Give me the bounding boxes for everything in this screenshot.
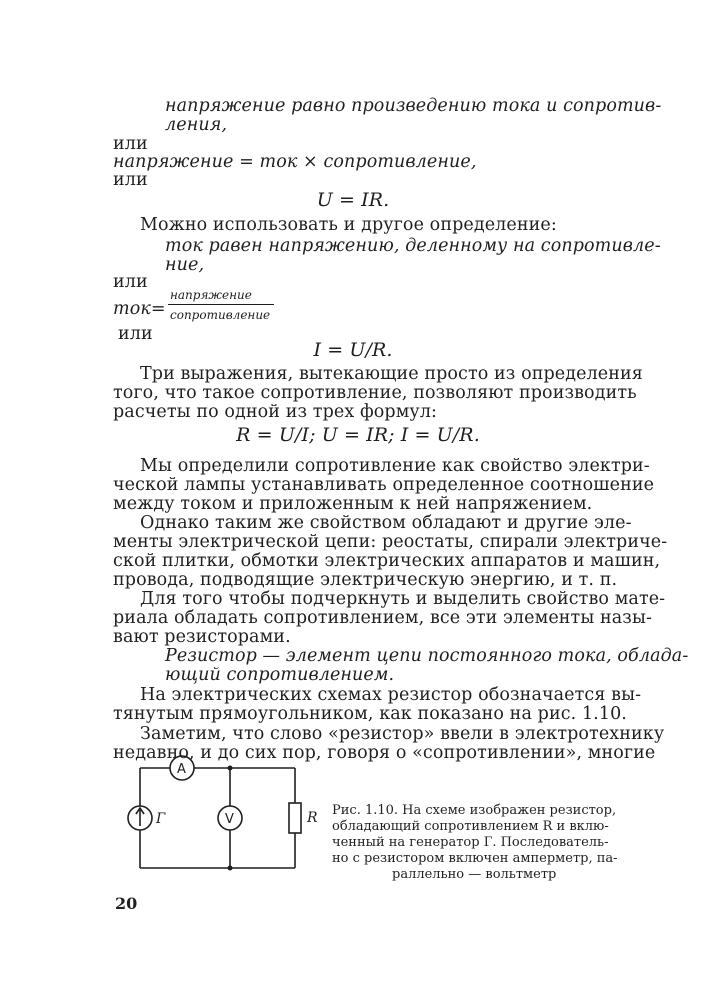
def-voltage-line2: ления, [165,115,228,135]
generator-label: Г [156,811,166,827]
generator-arrow-icon [136,808,144,826]
or-1: или [113,134,148,154]
para4-line3: вают резисторами. [113,627,291,647]
other-definition-intro: Можно использовать и другое определение: [140,215,557,235]
para5-line1: На электрических схемах резистор обозначается вы- [140,685,642,705]
caption-line5: раллельно — вольтметр [392,867,557,882]
para4-line2: риала обладать сопротивлением, все эти элементы назы- [113,608,652,628]
para1-line1: Три выражения, вытекающие просто из определения [140,364,643,384]
resistor-definition-line2: ющий сопротивлением. [165,665,395,685]
caption-line2: обладающий сопротивлением R и вклю- [332,819,609,834]
ammeter-label: A [177,762,186,777]
para4-line1: Для того чтобы подчеркнуть и выделить свойство мате- [140,589,666,609]
resistor-label: R [307,810,318,826]
formula-i-ur: I = U/R. [313,339,393,361]
caption-line4: но с резистором включен амперметр, па- [332,851,618,866]
para1-line3: расчеты по одной из трех формул: [113,402,438,422]
def-voltage-product: напряжение = ток × сопротивление, [113,152,477,172]
fraction-label: ток= [113,299,166,319]
para1-line2: того, что такое сопротивление, позволяют производить [113,383,637,403]
voltmeter-circle [218,806,242,830]
junction-bottom [228,866,233,871]
formula-three: R = U/I; U = IR; I = U/R. [236,424,480,446]
para5-line2: тянутым прямоугольником, как показано на рис. 1.10. [113,704,627,724]
para2-line3: между током и приложенным к ней напряжением. [113,494,593,514]
generator-circle [128,806,152,830]
para6-line1: Заметим, что слово «резистор» ввели в электротехнику [140,724,665,744]
caption-line3: ченный на генератор Г. Последователь- [332,835,609,850]
or-4: или [118,324,153,344]
caption-line1: Рис. 1.10. На схеме изображен резистор, [332,803,617,818]
def-voltage-line1: напряжение равно произведению тока и сопротив- [165,96,662,116]
voltmeter-label: V [225,812,234,827]
para3-line3: ской плитки, обмотки электрических аппаратов и машин, [113,551,661,571]
para6-line2: недавно, и до сих пор, говоря о «сопротивлении», многие [113,743,656,763]
def-current-line2: ние, [165,255,205,275]
page-number: 20 [115,894,138,913]
fraction-numerator: напряжение [170,288,252,302]
fraction-denominator: сопротивление [170,308,271,322]
resistor-definition-line1: Резистор — элемент цепи постоянного тока, облада- [165,646,689,666]
para2-line1: Мы определили сопротивление как свойство электри- [140,456,650,476]
para3-line2: менты электрической цепи: реостаты, спирали электриче- [113,532,668,552]
para3-line1: Однако таким же свойством обладают и другие эле- [140,513,632,533]
or-2: или [113,170,148,190]
para3-line4: провода, подводящие электрическую энергию, и т. п. [113,570,618,590]
para2-line2: ческой лампы устанавливать определенное соотношение [113,475,655,495]
or-3: или [113,272,148,292]
def-current-line1: ток равен напряжению, деленному на сопротивле- [165,236,661,256]
resistor-icon [289,803,301,833]
formula-u-ir: U = IR. [316,189,390,211]
fraction-bar [168,304,274,305]
junction-top [228,766,233,771]
